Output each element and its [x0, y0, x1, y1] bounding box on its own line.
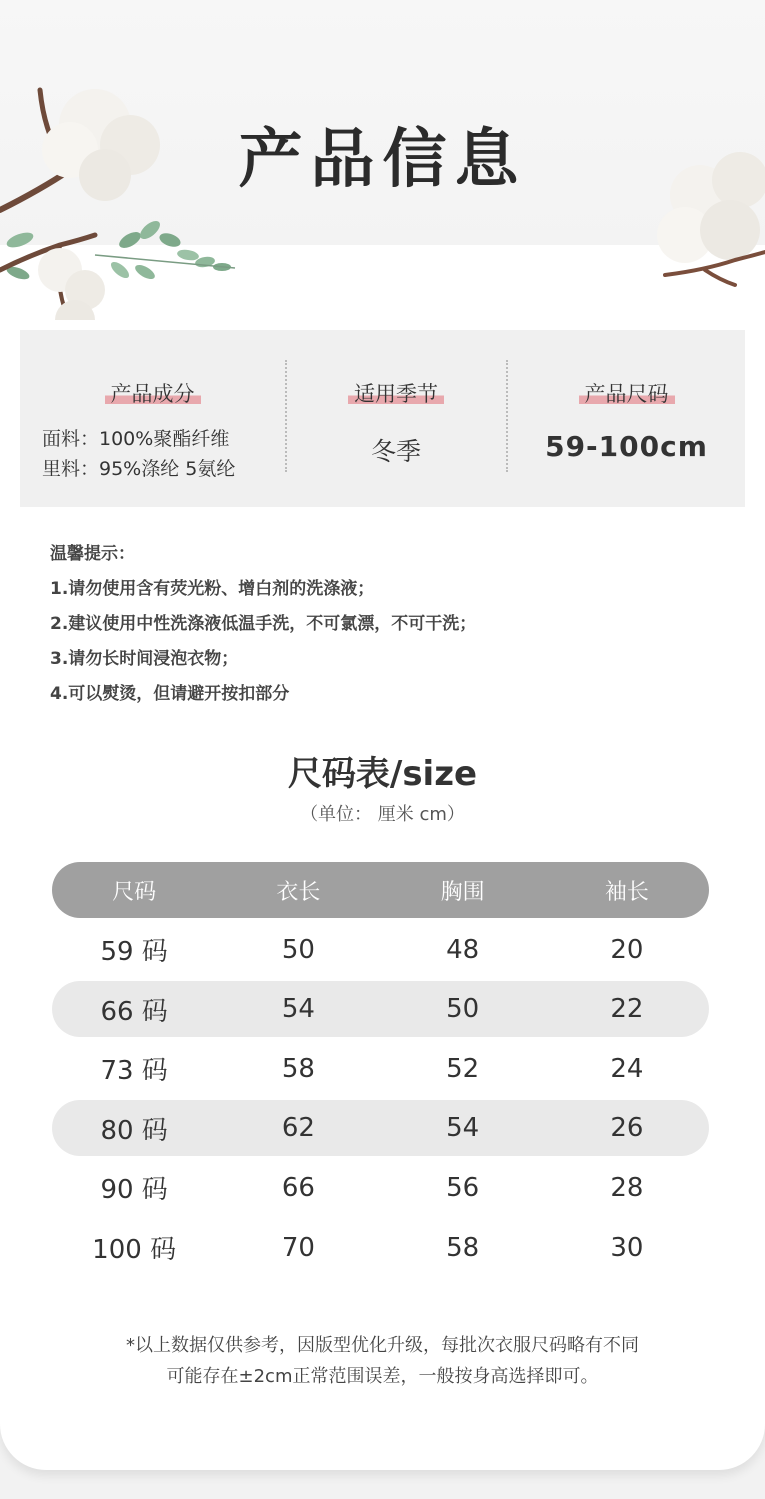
cell-size: 73 码: [100, 1056, 168, 1087]
season-column: [287, 330, 505, 507]
cell-chest: 54: [446, 1113, 480, 1144]
cell-sleeve: 20: [610, 934, 644, 965]
disclaimer-line: *以上数据仅供参考，因版型优化升级，每批次衣服尺码略有不同: [126, 1335, 639, 1356]
cell-chest: 56: [446, 1172, 480, 1203]
table-row: [52, 1100, 709, 1156]
care-tip: 3.请勿长时间浸泡衣物；: [50, 649, 239, 669]
cell-size: 59 码: [100, 937, 168, 968]
cell-length: 50: [281, 934, 315, 965]
cell-size: 100 码: [92, 1235, 177, 1266]
composition-label: 产品成分: [105, 378, 201, 408]
care-tip: 2.建议使用中性洗涤液低温手洗，不可氯漂，不可干洗；: [50, 614, 477, 634]
fabric-outer: 面料：100%聚酯纤维: [42, 428, 230, 450]
cell-length: 70: [281, 1232, 315, 1263]
season-label: 适用季节: [348, 378, 444, 408]
product-info-box: [20, 330, 745, 507]
cell-chest: 52: [446, 1053, 480, 1084]
size-chart-title: 尺码表/size: [287, 754, 478, 794]
size-chart-unit: （单位： 厘米 cm）: [300, 804, 465, 825]
page-title: 产品信息: [238, 123, 527, 197]
care-tip: 1.请勿使用含有荧光粉、增白剂的洗涤液；: [50, 579, 375, 599]
cell-sleeve: 24: [610, 1053, 644, 1084]
table-row: [52, 1220, 709, 1276]
cell-chest: 50: [446, 994, 480, 1025]
cell-size: 80 码: [100, 1115, 168, 1146]
size-range-column: [508, 330, 745, 507]
cell-sleeve: 26: [610, 1113, 644, 1144]
cell-sleeve: 28: [610, 1172, 644, 1203]
header-length: 衣长: [276, 879, 321, 905]
cell-length: 58: [281, 1053, 315, 1084]
size-disclaimer: [0, 1330, 765, 1392]
care-tip: 4.可以熨烫，但请避开按扣部分: [50, 684, 290, 704]
cell-size: 90 码: [100, 1175, 168, 1206]
size-range-label: 产品尺码: [579, 378, 675, 408]
header-size: 尺码: [112, 879, 157, 905]
cell-chest: 48: [446, 934, 480, 965]
cell-sleeve: 30: [610, 1232, 644, 1263]
table-row: [52, 1160, 709, 1216]
cell-chest: 58: [446, 1232, 480, 1263]
size-range-value: 59-100cm: [545, 430, 708, 463]
size-table: [52, 862, 709, 1276]
cell-length: 66: [281, 1172, 315, 1203]
table-row: [52, 1041, 709, 1097]
season-value: 冬季: [370, 437, 421, 466]
table-row: [52, 981, 709, 1037]
cell-length: 62: [281, 1113, 315, 1144]
size-table-header: [52, 862, 709, 918]
table-row: [52, 922, 709, 978]
care-tips: [50, 540, 476, 715]
cell-length: 54: [281, 994, 315, 1025]
header-sleeve: 袖长: [604, 879, 649, 905]
care-tip-heading: 温馨提示：: [50, 544, 135, 564]
header-chest: 胸围: [440, 879, 485, 905]
cell-sleeve: 22: [610, 994, 644, 1025]
cell-size: 66 码: [100, 996, 168, 1027]
composition-column: [20, 330, 285, 507]
fabric-lining: 里料：95%涤纶 5氨纶: [42, 458, 236, 480]
disclaimer-line: 可能存在±2cm正常范围误差，一般按身高选择即可。: [166, 1366, 599, 1387]
